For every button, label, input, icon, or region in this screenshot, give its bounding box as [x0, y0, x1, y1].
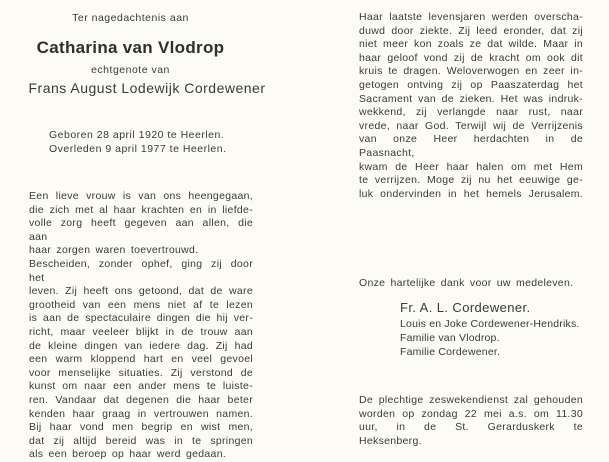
text-line: kunst om naar een ander mens te luiste-	[29, 380, 253, 393]
text-line: ren. Vandaar dat degenen die haar beter	[29, 393, 253, 406]
deceased-name: Catharina van Vlodrop	[36, 38, 225, 57]
text-line: Haar laatste levensjaren werden overscha-	[359, 11, 583, 23]
signer: Familie Cordewener.	[400, 346, 501, 358]
left-body-text	[29, 190, 253, 462]
text-line: leven. Zij heeft ons getoond, dat de ware	[29, 285, 253, 298]
text-line: niet meer kon zoals ze dat wilde. Maar in	[359, 38, 583, 51]
text-line: te verrijzen. Moge zij nu het eeuwige ge-	[359, 174, 583, 187]
birth-date: Geboren 28 april 1920 te Heerlen.	[49, 129, 225, 141]
text-line: haar geloof vond zij de kracht om ook dit	[359, 51, 583, 64]
service-announcement	[359, 394, 583, 448]
text-line: is aan de spectaculaire dingen die hij ver-	[29, 312, 253, 325]
text-line: voor menselijke situaties. Zij verstond de	[29, 366, 253, 379]
text-line: haar zorgen waren toevertrouwd.	[29, 244, 199, 257]
text-line: kwam de Heer haar halen om met Hem	[359, 160, 583, 173]
text-line: getogen ontving zij op Paaszaterdag het	[359, 78, 583, 91]
text-line: vrede, naar God. Terwijl wij de Verrijzenis	[359, 119, 583, 132]
text-line: Een lieve vrouw is van ons heengegaan,	[29, 190, 253, 202]
intro-text: Ter nagedachtenis aan	[72, 12, 189, 24]
text-line: worden op zondag 22 mei a.s. om 11.30	[359, 407, 583, 420]
life-dates	[49, 128, 227, 156]
death-date: Overleden 9 april 1977 te Heerlen.	[49, 143, 227, 155]
thanks-text: Onze hartelijke dank voor uw medeleven.	[359, 277, 574, 289]
signers-list	[400, 299, 580, 359]
text-line: dat zij altijd bereid was in te springen	[29, 434, 253, 447]
text-line: duwd door ziekte. Zij leed eronder, dat zij	[359, 24, 583, 37]
text-line: als een beroep op haar werd gedaan.	[29, 448, 227, 461]
spouse-name: Frans August Lodewijk Cordewener	[28, 80, 266, 96]
right-body-text	[359, 11, 583, 201]
signer: Louis en Joke Cordewener-Hendriks.	[400, 318, 580, 330]
text-line: die zich met al haar krachten en in liefde-	[29, 203, 253, 216]
text-line: van onze Heer herdachten in de Paasnacht,	[359, 133, 583, 159]
text-line: een warm kloppend hart en veel gevoel	[29, 353, 253, 366]
text-line: luk ondervinden in het hemels Jerusalem.	[359, 187, 583, 200]
text-line: kruis te dragen. Weloverwogen en zeer in-	[359, 65, 583, 78]
signer: Familie van Vlodrop.	[400, 332, 500, 344]
text-line: de kleine dingen van iedere dag. Zij had	[29, 339, 253, 352]
text-line: wekkend, zij verlangde naar rust, naar	[359, 106, 583, 119]
text-line: grootheid van een mens niet af te lezen	[29, 298, 253, 311]
text-line: uur, in de St. Gerarduskerk te Heksenberg.	[359, 421, 583, 447]
text-line: Sacrament van de zieken. Het was indruk-	[359, 92, 583, 105]
text-line: richt, maar veeleer blijkt in de trouw aan	[29, 325, 253, 338]
text-line: volle zorg heeft gegeven aan allen, die aan	[29, 217, 253, 243]
text-line: Bij haar vond men begrip en wist men,	[29, 421, 253, 434]
signer: Fr. A. L. Cordewener.	[400, 300, 531, 315]
spouse-label: echtgenote van	[91, 64, 170, 76]
text-line: De plechtige zeswekendienst zal gehouden	[359, 394, 583, 406]
text-line: Bescheiden, zonder ophef, ging zij door het	[29, 257, 253, 284]
text-line: kenden haar graag in vertrouwen namen.	[29, 407, 253, 420]
